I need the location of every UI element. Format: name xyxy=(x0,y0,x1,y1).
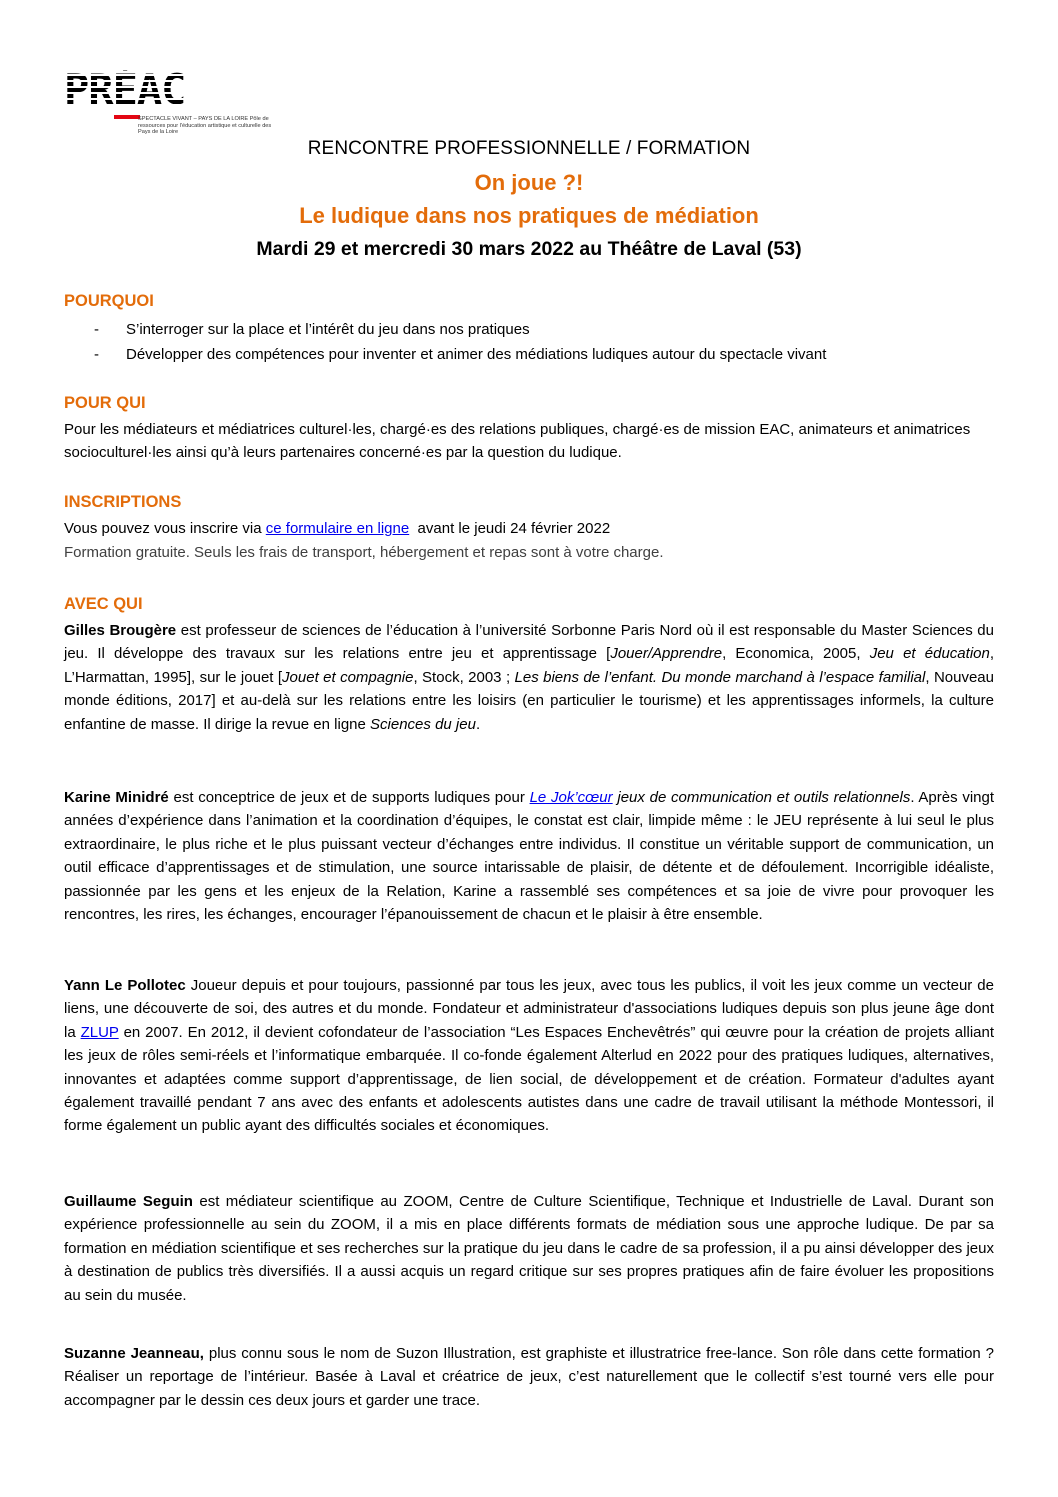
bio-text: , Stock, 2003 ; xyxy=(413,668,515,686)
event-kicker: RENCONTRE PROFESSIONNELLE / FORMATION xyxy=(307,138,751,159)
speaker-name: Guillaume Seguin xyxy=(64,1193,193,1210)
inscriptions-line-2: Formation gratuite. Seuls les frais de transport, hébergement et repas sont à votre charge. xyxy=(64,544,664,561)
bio-karine-minidre xyxy=(64,786,994,926)
bio-text: , Economica, 2005, xyxy=(722,645,870,663)
list-item-text: Développer des compétences pour inventer et animer des médiations ludiques autour du spectacle vivant xyxy=(126,346,827,363)
inscriptions-line-1 xyxy=(64,517,994,540)
event-date: Mardi 29 et mercredi 30 mars 2022 au Théâtre de Laval (53) xyxy=(256,238,802,260)
bio-text: est conceptrice de jeux et de supports ludiques pour xyxy=(168,789,530,806)
zlup-link[interactable]: ZLUP xyxy=(80,1023,119,1041)
logo-red-bar xyxy=(114,115,140,119)
section-heading-pour-qui: POUR QUI xyxy=(64,394,146,412)
list-item: - Développer des compétences pour inventer et animer des médiations ludiques autour du spectacle vivant xyxy=(94,346,827,363)
bio-guillaume-seguin xyxy=(64,1190,994,1307)
bio-gilles-brougere xyxy=(64,619,994,736)
bio-text: est professeur de sciences de l’éducation à l’université Sorbonne Paris Nord où il est responsable du Master Sciences du jeu. Il développe des travaux sur les relations entre jeu et apprentissage [ xyxy=(64,622,994,663)
list-item-text: S’interroger sur la place et l’intérêt du jeu dans nos pratiques xyxy=(126,321,530,338)
jokcoeur-link[interactable]: Le Jok’cœur xyxy=(529,789,613,806)
speaker-name: Suzanne Jeanneau, xyxy=(64,1345,204,1362)
list-item: - S’interroger sur la place et l’intérêt du jeu dans nos pratiques xyxy=(94,321,530,338)
book-title: Jouer/Apprendre xyxy=(610,645,723,663)
section-heading-inscriptions: INSCRIPTIONS xyxy=(64,493,182,511)
bio-italic-text: jeux de communication et outils relationnels xyxy=(612,789,911,806)
speaker-name: Gilles Brougère xyxy=(64,622,177,639)
bio-text: Joueur depuis et pour toujours, passionné par tous les jeux, avec tous les publics, il voit les jeux comme un vecteur de liens, une découverte de soi, des autres et du monde. Fondateur et administrateur d'associations ludiques depuis son plus jeune âge dont la xyxy=(64,977,994,1041)
registration-form-link[interactable]: ce formulaire en ligne xyxy=(265,520,410,537)
speaker-name: Yann Le Pollotec xyxy=(64,977,186,994)
section-heading-avec-qui: AVEC QUI xyxy=(64,595,143,613)
preac-logo xyxy=(64,65,284,140)
bio-text: en 2007. En 2012, il devient cofondateur de l’association “Les Espaces Enchevêtrés” qui œuvre pour la création de projets alliant les jeux de rôles semi-réels et l’informatique embarquée. Il co-fonde également Alterlud en 2022 pour des pratiques ludiques, alternatives, innovantes et adaptées comme support d’apprentissage, de lien social, de développement et de création. Formateur d'adultes ayant également travaillé pendant 7 ans avec des enfants et adolescents autistes dans une cadre de travail utilisant la méthode Montessori, il forme également un public ayant des difficultés sociales et économiques. xyxy=(64,1023,995,1135)
inscriptions-text: Vous pouvez vous inscrire via xyxy=(64,520,266,537)
journal-title: Sciences du jeu xyxy=(370,715,476,733)
event-subtitle: Le ludique dans nos pratiques de médiation xyxy=(299,203,759,228)
bio-yann-le-pollotec xyxy=(64,974,994,1138)
book-title: Jeu et éducation xyxy=(869,645,990,663)
book-title: Jouet et compagnie xyxy=(282,668,414,686)
pourquoi-list xyxy=(94,317,826,367)
logo-tagline: SPECTACLE VIVANT – PAYS DE LA LOIRE Pôle de ressources pour l'éducation artistique et culturelle des Pays de la Loire xyxy=(138,116,272,135)
event-title: On joue ?! xyxy=(474,170,584,195)
bio-text: est médiateur scientifique au ZOOM, Centre de Culture Scientifique, Technique et Industrielle de Laval. Durant son expérience professionnelle au sein du ZOOM, il a mis en place différents formats de médiation sous une approche ludique. De par sa formation en médiation scientifique et ses recherches sur la pratique du jeu dans le cadre de sa profession, il a pu ainsi développer des jeux à destination de publics très diversifiés. Il a aussi acquis un regard critique sur ses propres pratiques afin de faire évoluer les propositions au sein du musée. xyxy=(64,1193,995,1304)
preac-logo-wordmark: PRÉAC xyxy=(64,70,284,110)
bio-text: , L’Harmattan, 1995], sur le jouet [ xyxy=(64,645,995,686)
bio-text: plus connu sous le nom de Suzon Illustration, est graphiste et illustratrice free-lance. Son rôle dans cette formation ? Réaliser un reportage de l’intérieur. Basée à Laval et créatrice de jeux, c’est naturellement que le collectif s’est tourné vers elle pour accompagner par le dessin ces deux jours et garder une trace. xyxy=(64,1345,995,1409)
bio-text: . xyxy=(475,715,481,733)
bio-text: , Nouveau monde éditions, 2017] et au-delà sur les relations entre les loisirs (en particulier le tourisme) et les apprentissages informels, la culture enfantine de masse. Il dirige la revue en ligne xyxy=(64,668,994,733)
bio-suzanne-jeanneau xyxy=(64,1342,994,1412)
section-heading-pourquoi: POURQUOI xyxy=(64,292,154,310)
bio-text: . Après vingt années d’expérience dans l’animation et la coordination d’équipes, le constat est clair, limpide même : le JEU représente à lui seul le plus extraordinaire, le plus riche et le plus puissant vecteur d’échanges entre individus. Il constitue un véritable support de communication, un outil efficace d’apprentissages et de stimulation, une source intarissable de plaisir, de détente et de défoulement. Incorrigible idéaliste, passionnée par les gens et les enjeux de la Relation, Karine a rassemblé ses compétences et sa joie de vivre pour provoquer les rencontres, les rires, les échanges, encourager l’épanouissement de chacun et le plaisir à être ensemble. xyxy=(64,789,995,924)
pour-qui-text: Pour les médiateurs et médiatrices culturel·les, chargé·es des relations publiques, chargé·es de mission EAC, animateurs et animatrices socioculturel·les ainsi qu’à leurs partenaires concerné·es par la question du ludique. xyxy=(64,421,971,462)
book-title: Les biens de l’enfant. Du monde marchand à l’espace familial xyxy=(514,668,926,686)
inscriptions-deadline: avant le jeudi 24 février 2022 xyxy=(409,520,611,537)
speaker-name: Karine Minidré xyxy=(64,789,169,806)
